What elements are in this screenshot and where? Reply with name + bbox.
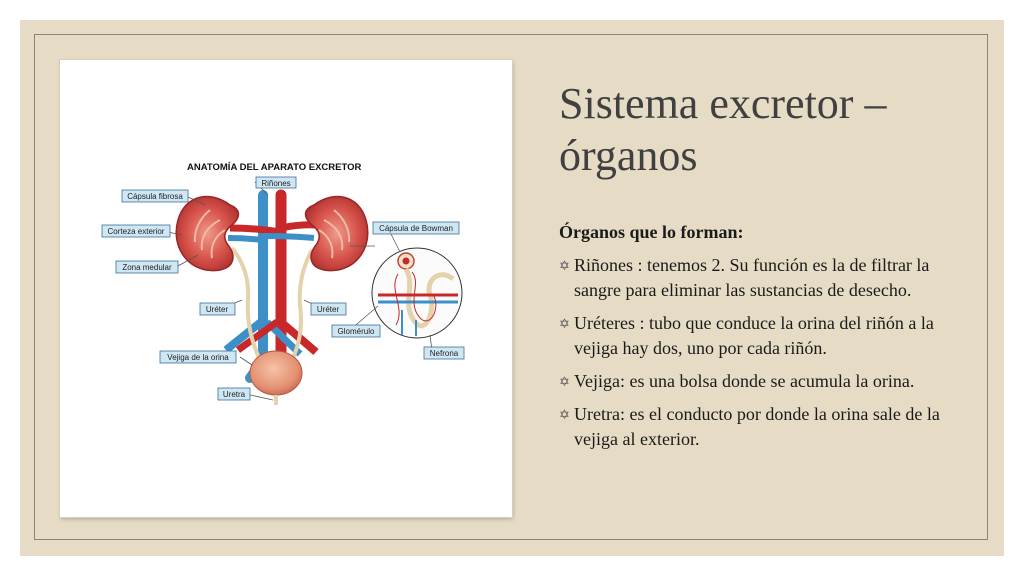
label-glomerulo [332, 325, 380, 337]
label-nefrona-text: Nefrona [429, 349, 459, 358]
label-capsula-fibrosa-text: Cápsula fibrosa [127, 192, 183, 201]
excretory-system-diagram [60, 60, 512, 517]
title-line-1: Sistema excretor – [559, 79, 887, 128]
star-of-david-icon: ✡ [559, 316, 570, 331]
label-ureter-left [200, 303, 235, 315]
bullet-text: Uréteres : tubo que conduce la orina del riñón a la vejiga hay dos, uno por cada riñón. [574, 313, 934, 358]
title-line-2: órganos [559, 131, 698, 180]
slide-body [559, 220, 979, 460]
label-vejiga [160, 351, 236, 363]
bullet-item [559, 311, 979, 361]
label-ureter-left-text: Uréter [205, 305, 229, 314]
label-rinones [256, 177, 296, 188]
bullet-item [559, 402, 979, 452]
renal-vein-right [263, 236, 314, 238]
bullet-item [559, 253, 979, 303]
bladder [250, 351, 302, 395]
label-uretra [218, 388, 250, 400]
renal-artery-left [230, 228, 281, 232]
kidney-left [176, 197, 238, 271]
label-capsula-bowman [373, 222, 459, 234]
label-corteza-exterior [102, 225, 170, 237]
renal-vein-left [228, 238, 263, 240]
label-capsula-fibrosa [122, 190, 188, 202]
renal-artery-right [281, 225, 316, 228]
label-corteza-exterior-text: Corteza exterior [107, 227, 165, 236]
bullet-text: Vejiga: es una bolsa donde se acumula la orina. [574, 371, 915, 391]
slide-title [559, 78, 979, 182]
label-capsula-bowman-text: Cápsula de Bowman [379, 224, 453, 233]
label-zona-medular [116, 261, 178, 273]
label-zona-medular-text: Zona medular [122, 263, 172, 272]
label-vejiga-text: Vejiga de la orina [167, 353, 229, 362]
label-nefrona [424, 347, 464, 359]
bullet-text: Uretra: es el conducto por donde la orina sale de la vejiga al exterior. [574, 404, 940, 449]
bullet-item [559, 369, 979, 394]
diagram-title: ANATOMÍA DEL APARATO EXCRETOR [187, 162, 362, 173]
subheading: Órganos que lo forman: [559, 222, 744, 242]
nephron-detail [372, 248, 462, 338]
label-glomerulo-text: Glomérulo [337, 327, 375, 336]
bullet-text: Riñones : tenemos 2. Su función es la de filtrar la sangre para eliminar las sustancias de desecho. [574, 255, 930, 300]
label-rinones-text: Riñones [261, 179, 291, 188]
star-of-david-icon: ✡ [559, 407, 570, 422]
kidney-right [306, 197, 368, 271]
label-uretra-text: Uretra [222, 390, 246, 399]
anatomy-image [60, 60, 512, 517]
label-ureter-right [311, 303, 346, 315]
star-of-david-icon: ✡ [559, 374, 570, 389]
star-of-david-icon: ✡ [559, 258, 570, 273]
label-ureter-right-text: Uréter [316, 305, 340, 314]
